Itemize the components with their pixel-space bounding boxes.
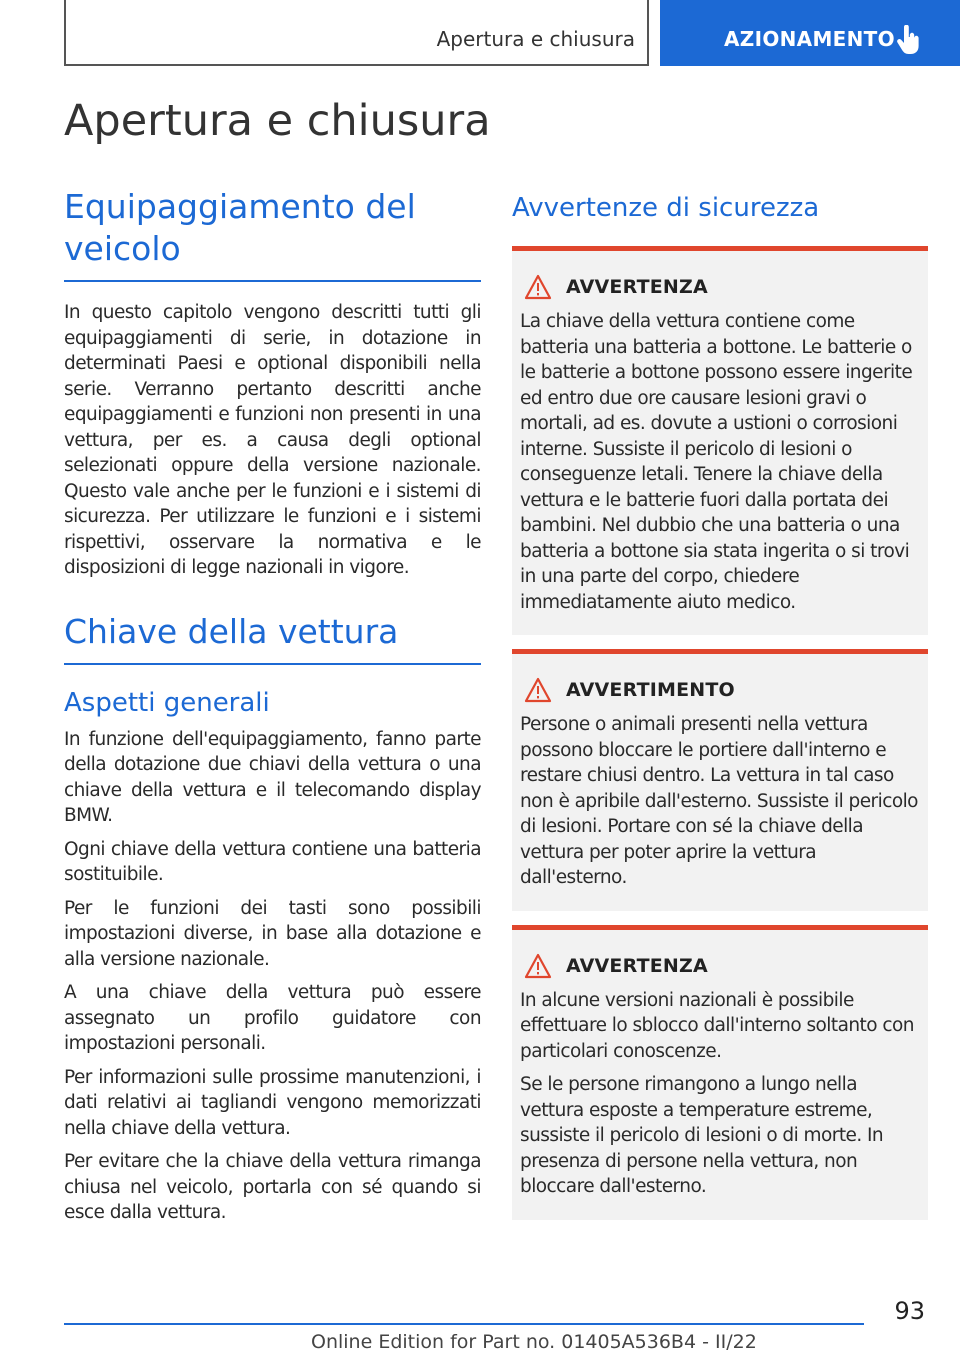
equipment-heading-line-2: veicolo xyxy=(64,229,181,268)
key-heading: Chiave della vettura xyxy=(64,611,399,651)
warning-box xyxy=(512,246,928,635)
warning-triangle-icon xyxy=(524,953,552,979)
safety-heading: Avvertenze di sicurezza xyxy=(512,193,820,223)
general-paragraph: Ogni chiave della vettura contiene una batteria sostituibile. xyxy=(64,838,481,885)
warning-triangle-icon xyxy=(524,677,552,703)
left-column xyxy=(64,186,481,1226)
warning-header xyxy=(520,952,920,980)
warning-text: In alcune versioni nazionali è possibile effettuare lo sblocco dall'interno soltanto con particolari conoscenze. xyxy=(520,989,914,1062)
equipment-text: In questo capitolo vengono descritti tutti gli equipaggiamenti di serie, in dotazione in determinati Paesi e optional disponibili nella serie. Verranno pertanto descritti anche equipaggiamenti e funzioni non presenti in una vettura, per es. a causa degli optional selezionati oppure della versione nazionale. Questo vale anche per le funzioni e i sistemi di sicurezza. Per utilizzare le funzioni e i sistemi rispettivi, osservare la normativa e le disposizioni di legge nazionali in vigore. xyxy=(64,302,481,578)
warning-text: Se le persone rimangono a lungo nella vettura esposte a temperature estreme, sussiste il pericolo di lesioni o di morte. In presenza di persone nella vettura, non bloccare dall'esterno. xyxy=(520,1074,884,1197)
header-chapter-title: AZIONAMENTO xyxy=(724,27,895,51)
hand-pointer-icon xyxy=(896,25,922,55)
general-heading: Aspetti generali xyxy=(64,687,270,718)
warning-box xyxy=(512,649,928,911)
warning-header xyxy=(520,676,920,704)
general-paragraph: In funzione dell'equipaggiamento, fanno parte della dotazione due chiavi della vettura o una chiave della vettura e il telecomando display BMW. xyxy=(64,728,481,826)
general-paragraph: A una chiave della vettura può essere assegnato un profilo guidatore con impostazioni personali. xyxy=(64,982,481,1054)
page-title: Apertura e chiusura xyxy=(64,96,491,146)
right-column xyxy=(512,186,928,1220)
footer-rule xyxy=(64,1323,864,1325)
header-section-title: Apertura e chiusura xyxy=(436,27,635,51)
warning-text: Persone o animali presenti nella vettura possono bloccare le portiere dall'interno e restare chiusi dentro. La vettura in tal caso non è apribile dall'esterno. Sussiste il pericolo di lesioni. Portare con sé la chiave della vettura per poter aprire la vettura dall'esterno. xyxy=(520,714,918,888)
header-section-box xyxy=(64,0,649,66)
key-heading-rule xyxy=(64,663,481,665)
footer-edition: Online Edition for Part no. 01405A536B4 - II/22 xyxy=(311,1331,757,1353)
header-chapter-tab xyxy=(660,0,960,66)
general-paragraph: Per le funzioni dei tasti sono possibili impostazioni diverse, in base alla dotazione e alla versione nazionale. xyxy=(64,897,481,970)
general-paragraph: Per informazioni sulle prossime manutenzioni, i dati relativi ai tagliandi vengono memorizzati nella chiave della vettura. xyxy=(64,1066,481,1139)
equipment-heading xyxy=(64,186,481,270)
warning-title: AVVERTIMENTO xyxy=(566,679,735,701)
equipment-heading-line-1: Equipaggiamento del xyxy=(64,187,416,226)
warning-header xyxy=(520,273,920,301)
general-paragraph: Per evitare che la chiave della vettura rimanga chiusa nel veicolo, portarla con sé quando si esce dalla vettura. xyxy=(64,1151,481,1223)
warning-title: AVVERTENZA xyxy=(566,954,708,977)
page-number: 93 xyxy=(894,1297,925,1325)
warning-triangle-icon xyxy=(524,274,552,300)
equipment-heading-rule xyxy=(64,280,481,282)
warning-box xyxy=(512,925,928,1220)
warning-title: AVVERTENZA xyxy=(566,276,708,298)
warning-text: La chiave della vettura contiene come batteria una batteria a bottone. Le batterie o le batterie a bottone possono essere ingerite ed entro due ore causare lesioni gravi o mortali, ad es. dovute a ustioni o corrosioni interne. Sussiste il pericolo di lesioni o conseguenze letali. Tenere la chiave della vettura e le batterie fuori dalla portata dei bambini. Nel dubbio che una batteria o una batteria a bottone sia stata ingerita o si trovi in una parte del corpo, chiedere immediatamente aiuto medico. xyxy=(520,311,913,613)
